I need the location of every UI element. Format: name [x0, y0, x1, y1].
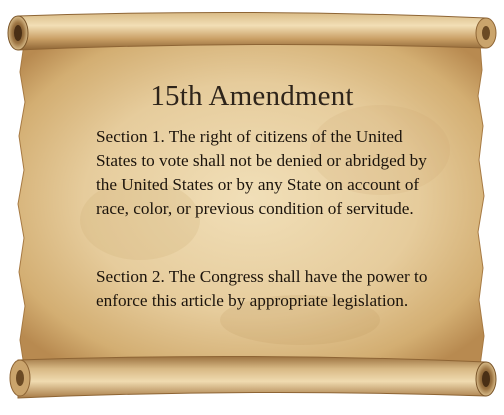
- bottom-roll: [10, 356, 496, 398]
- section-1-text: Section 1. The right of citizens of the United States to vote shall not be denied or abridged by the United States or by any State on account of race, color, or previous condition of servitude.: [96, 127, 427, 218]
- top-roll: [8, 12, 496, 50]
- document-title: 15th Amendment: [150, 80, 354, 112]
- section-2-text: Section 2. The Congress shall have the power to enforce this article by appropriate legislation.: [96, 267, 428, 310]
